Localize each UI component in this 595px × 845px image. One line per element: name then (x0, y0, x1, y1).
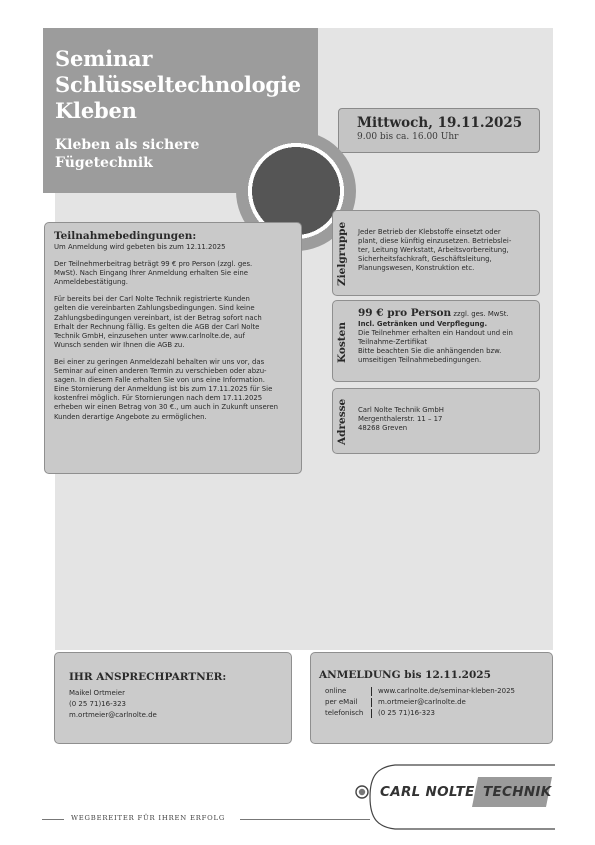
text-line: kostenfrei möglich. Für Stornierungen nach dem 17.11.2025 (54, 394, 263, 403)
costs-text (358, 307, 533, 365)
registration-phone: (0 25 71)16-323 (378, 709, 435, 717)
event-date: Mittwoch, 19.11.2025 (357, 115, 523, 131)
footer-divider (42, 819, 64, 820)
target-group-box (332, 210, 540, 296)
text-line: Bei einer zu geringen Anmeldezahl behalten wir uns vor, das (54, 357, 265, 366)
registration-row-email (319, 697, 552, 708)
logo-wordmark-technik: TECHNIK (483, 784, 552, 800)
text-line: plant, diese künftig einzusetzen. Betriebslei- (358, 237, 512, 246)
price-note: zzgl. ges. MwSt. (453, 310, 509, 318)
text-line: Planungswesen, Konstruktion etc. (358, 264, 475, 273)
conditions-fee (54, 260, 293, 287)
text-line: Technik GmbH, einzusehen unter www.carlnolte.de, auf (54, 331, 245, 340)
footer-divider (240, 819, 370, 820)
text-line: Bitte beachten Sie die anhängenden bzw. (358, 347, 502, 356)
contact-email[interactable]: m.ortmeier@carlnolte.de (69, 711, 157, 719)
text-line: ter, Leitung Werkstatt, Arbeitsvorbereitung, (358, 246, 509, 255)
text-line: sagen. In diesem Falle erhalten Sie von uns eine Information. (54, 376, 265, 385)
text-line: 48268 Greven (358, 424, 408, 433)
separator (371, 698, 372, 707)
text-line: Seminar auf einen anderen Termin zu verschieben oder abzu- (54, 367, 267, 376)
registration-heading: ANMELDUNG bis 12.11.2025 (319, 669, 491, 681)
subtitle-line-1: Kleben als sichere (55, 137, 200, 153)
conditions-heading: Teilnahmebedingungen: (54, 230, 197, 242)
text-line: Wunsch senden wir Ihnen die AGB zu. (54, 340, 185, 349)
text-line: Der Teilnehmerbeitrag beträgt 99 € pro Person (zzgl. ges. (54, 260, 253, 269)
target-group-label: Zielgruppe (336, 221, 348, 287)
text-line: MwSt). Nach Eingang Ihrer Anmeldung erhalten Sie eine (54, 269, 249, 278)
price: 99 € pro Person (358, 307, 452, 319)
text-line: Sicherheitsfachkraft, Geschäftsleitung, (358, 255, 492, 264)
date-box (338, 108, 540, 153)
text-line: Für bereits bei der Carl Nolte Technik registrierte Kunden (54, 295, 250, 304)
conditions-deadline: Um Anmeldung wird gebeten bis zum 12.11.2025 (54, 243, 226, 251)
text-line: Anmeldebestätigung. (54, 278, 128, 287)
registration-label: online (325, 687, 347, 695)
separator (371, 709, 372, 718)
text-line: Eine Stornierung der Anmeldung ist bis zum 17.11.2025 für Sie (54, 385, 273, 394)
conditions-box (44, 222, 302, 474)
contact-heading: IHR ANSPRECHPARTNER: (69, 671, 227, 683)
text-line: Kunden derartige Angebote zu ermöglichen. (54, 412, 207, 421)
text-line: erheben wir einen Betrag von 30 €., um auch in Zukunft unseren (54, 403, 278, 412)
contact-name: Maikel Ortmeier (69, 689, 125, 697)
registration-row-phone (319, 708, 552, 719)
text-line: Carl Nolte Technik GmbH (358, 406, 444, 414)
contact-person-box (54, 652, 292, 744)
text-line: Mergenthalerstr. 11 – 17 (358, 415, 443, 424)
registration-box (310, 652, 553, 744)
address-label: Adresse (336, 398, 348, 446)
logo-dot (359, 789, 365, 795)
costs-box (332, 300, 540, 382)
text-line: gelten die vereinbarten Zahlungsbedingungen. Sind keine (54, 304, 255, 313)
title-line-3: Kleben (55, 98, 137, 123)
text-line: Teilnahme-Zertifikat (358, 338, 428, 347)
title-line-1: Seminar (55, 46, 153, 71)
costs-label: Kosten (336, 322, 348, 364)
registration-label: per eMail (325, 698, 358, 706)
text-line: Erhalt der Rechnung fällig. Es gelten die AGB der Carl Nolte (54, 322, 260, 331)
text-line: umseitigen Teilnahmebedingungen. (358, 356, 482, 365)
registration-url[interactable]: www.carlnolte.de/seminar-kleben-2025 (378, 687, 515, 695)
text-line: Zahlungsbedingungen vereinbart, ist der Betrag sofort nach (54, 313, 262, 322)
address-text (358, 406, 533, 433)
text-line: Jeder Betrieb der Klebstoffe einsetzt oder (358, 228, 501, 236)
logo-wordmark: CARL NOLTE (380, 784, 475, 800)
contact-phone: (0 25 71)16-323 (69, 700, 126, 708)
event-time: 9.00 bis ca. 16.00 Uhr (357, 132, 459, 142)
registration-email[interactable]: m.ortmeier@carlnolte.de (378, 698, 466, 706)
subtitle-line-2: Fügetechnik (55, 155, 153, 171)
conditions-payment (54, 295, 293, 350)
address-box (332, 388, 540, 454)
registration-row-online (319, 686, 552, 697)
registration-label: telefonisch (325, 709, 364, 717)
target-group-text (358, 228, 533, 273)
conditions-cancellation (54, 358, 293, 422)
title-line-2: Schlüsseltechnologie (55, 72, 301, 97)
text-line: Die Teilnehmer erhalten ein Handout und ein (358, 329, 513, 338)
incl-note: Incl. Getränken und Verpflegung. (358, 320, 488, 328)
footer-slogan: WEGBEREITER FÜR IHREN ERFOLG (71, 814, 226, 822)
separator (371, 687, 372, 696)
